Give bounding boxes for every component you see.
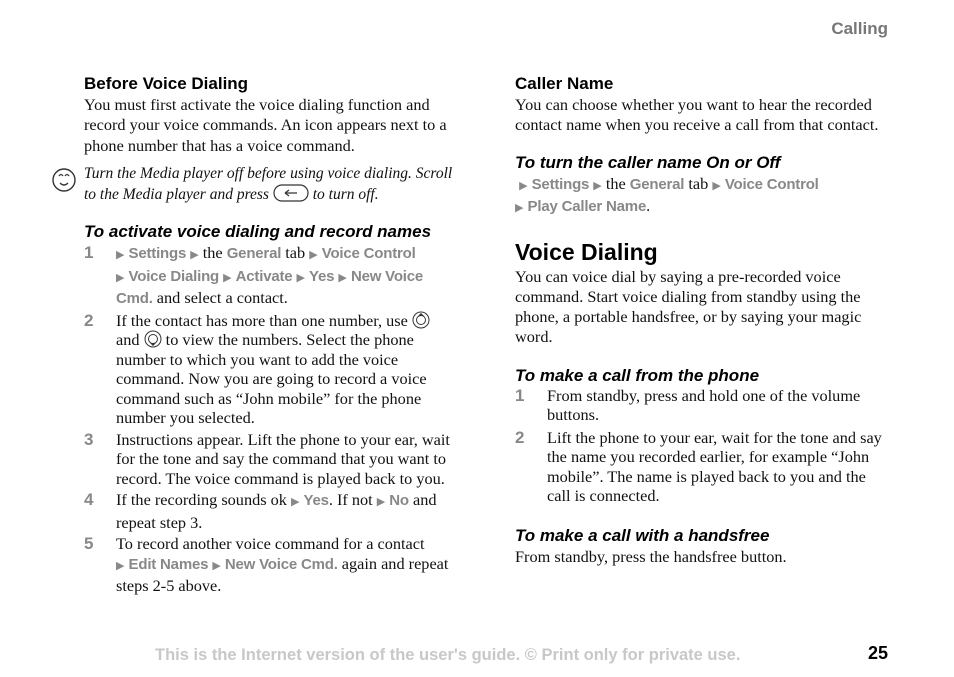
page-number: 25 [867,643,888,663]
arrow-icon: ▶ [223,271,232,284]
settings-command: Settings [128,245,187,262]
voice-dialing-command: Voice Dialing [128,267,220,285]
text: and repeat step 3. [116,490,437,532]
activate-section [84,222,456,596]
text: to view the numbers. Select the phone number to which you want to add the voice command. Now you are going to record a voice command such as “John mobile” for the phone number you selected. [116,330,427,427]
handsfree-body: From standby, press the handsfree button. [515,546,787,566]
arrow-icon: ▶ [116,559,125,572]
arrow-icon: ▶ [712,179,721,192]
caller-name-body: You can choose whether you want to hear the recorded contact name when you receive a call from that contact. [515,95,879,135]
step-number: 5 [84,534,94,553]
list-item [515,428,887,506]
arrow-icon: ▶ [338,271,347,284]
list-item [84,430,456,489]
edit-names-command: Edit Names [128,555,209,573]
arrow-icon: ▶ [519,179,528,192]
step-number: 2 [515,427,525,447]
voice-dialing-body: You can voice dial by saying a pre-recorded voice command. Start voice dialing from standby using the phone, a portable handsfree, or by saying your magic word. [515,266,862,347]
step-number: 4 [84,490,94,509]
activate-heading: To activate voice dialing and record names [84,222,432,241]
text: If the contact has more than one number, use [116,310,408,330]
caller-name-heading: Caller Name [515,74,614,93]
left-column [84,74,456,156]
text: tab [688,173,709,193]
nav-down-icon [144,330,162,348]
back-button-icon [273,184,309,202]
list-item [84,311,456,428]
nav-up-icon [412,311,430,329]
text: and select a contact. [156,288,288,307]
text: Lift the phone to your ear, wait for the tone and say the name you recorded earlier, for example “John mobile”. The name is played back to you and the call is connected. [547,427,882,506]
right-column [515,74,887,567]
text: and [116,330,140,349]
text: . [646,195,651,215]
arrow-icon: ▶ [515,201,524,214]
text: From standby, press and hold one of the volume buttons. [547,385,861,425]
arrow-icon: ▶ [212,559,221,572]
arrow-icon: ▶ [296,271,305,284]
new-voice-cmd-command: New Voice Cmd. [116,267,424,307]
step-number: 2 [84,310,94,330]
text: To record another voice command for a contact [116,534,425,553]
arrow-icon: ▶ [593,179,602,192]
list-item [84,534,456,596]
text: If the recording sounds ok [116,490,287,509]
call-from-phone-steps [515,386,887,506]
voice-dialing-heading: Voice Dialing [515,238,658,265]
activate-steps [84,243,456,596]
play-caller-name-command: Play Caller Name [527,197,647,215]
arrow-icon: ▶ [190,249,199,261]
text: again and repeat steps 2-5 above. [116,553,449,595]
general-command: General [629,175,685,193]
note-text-part1: Turn the Media player off before using voice dialing. Scroll to the Media player and press [84,165,453,203]
step-number: 1 [515,385,525,405]
media-player-note [84,164,464,205]
arrow-icon: ▶ [291,496,300,508]
list-item [84,490,456,532]
text: . If not [328,490,373,509]
text: Instructions appear. Lift the phone to your ear, wait for the tone and say the command that you want to record. The voice command is played back to you. [116,429,450,488]
voice-control-command: Voice Control [321,245,416,262]
arrow-icon: ▶ [116,249,125,261]
list-item [515,386,887,425]
new-voice-cmd-command: New Voice Cmd. [224,555,338,573]
arrow-icon: ▶ [309,249,318,261]
call-from-phone-heading: To make a call from the phone [515,365,760,385]
activate-command: Activate [235,267,293,285]
voice-control-command: Voice Control [724,175,819,193]
arrow-icon: ▶ [376,496,386,508]
hint-icon [51,167,77,193]
no-command: No [389,492,409,509]
general-command: General [226,245,282,262]
handsfree-heading: To make a call with a handsfree [515,525,770,545]
list-item [84,243,456,309]
footer-notice: This is the Internet version of the user's guide. © Print only for private use. [155,646,741,664]
text: the [605,173,626,193]
before-voice-dialing-heading: Before Voice Dialing [84,74,249,93]
note-text-part2: to turn off. [312,186,379,203]
arrow-icon: ▶ [116,271,125,284]
step-number: 3 [84,429,94,449]
yes-command: Yes [303,492,329,509]
turn-caller-name-heading: To turn the caller name On or Off [515,152,781,172]
before-voice-dialing-body: You must first activate the voice dialing function and record your voice commands. An icon appears next to a phone number that has a voice command. [84,95,447,155]
section-header: Calling [831,19,888,38]
text: tab [285,243,306,262]
settings-command: Settings [531,175,590,193]
yes-command: Yes [309,267,335,285]
step-number: 1 [84,243,94,262]
text: the [202,243,223,262]
turn-caller-name-path [515,174,887,218]
